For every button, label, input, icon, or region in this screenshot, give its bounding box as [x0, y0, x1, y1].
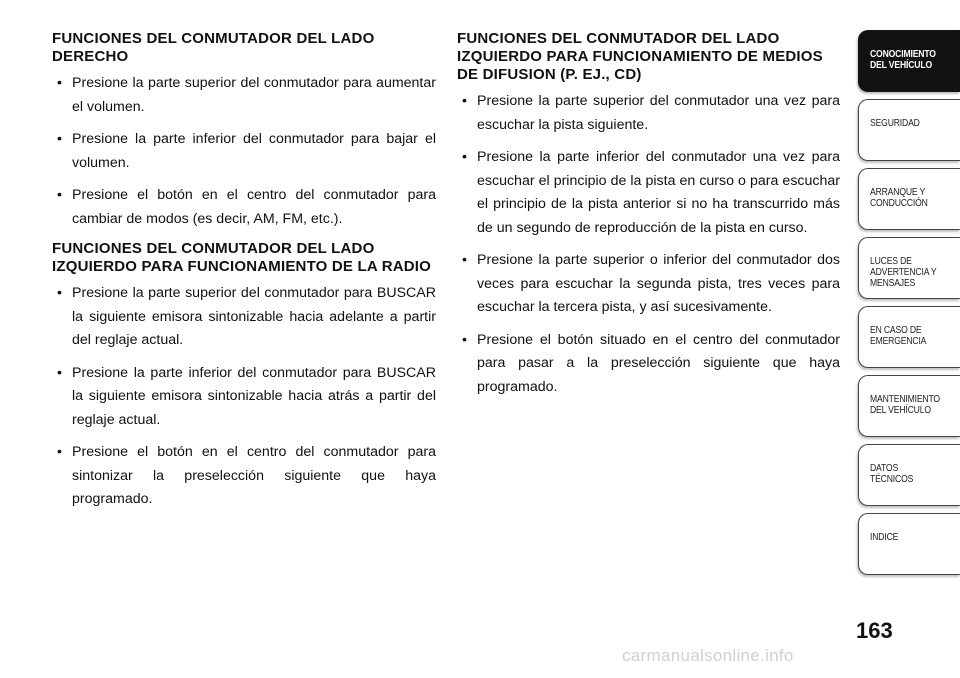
chapter-tabs — [858, 30, 960, 582]
list-item: • Presione la parte inferior del conmutador una vez para escuchar el principio de la pista en curso o para escuchar el principio de la pista anterior si no ha transcurrido más de un segundo de reproducción de la pista en curso. — [457, 146, 840, 240]
list-item: • Presione la parte superior del conmutador para aumentar el volumen. — [52, 72, 436, 119]
tab-en-caso-de-emergencia[interactable] — [858, 306, 960, 368]
list-item: • Presione la parte superior o inferior del conmutador dos veces para escuchar la segunda pista, tres veces para escuchar la tercera pista, y así sucesivamente. — [457, 249, 840, 320]
list-item: • Presione el botón situado en el centro del conmutador para pasar a la preselección siguiente que haya programado. — [457, 329, 840, 400]
left-column — [52, 30, 436, 521]
tab-mantenimiento[interactable] — [858, 375, 960, 437]
tab-arranque-y-conduccion[interactable] — [858, 168, 960, 230]
list-item: • Presione la parte inferior del conmutador para bajar el volumen. — [52, 128, 436, 175]
tab-label: INDICE — [870, 531, 899, 543]
tab-indice[interactable] — [858, 513, 960, 575]
tab-luces-de-advertencia[interactable] — [858, 237, 960, 299]
left-switch-radio-bullets — [52, 282, 436, 512]
tab-label: LUCES DE ADVERTENCIA Y MENSAJES — [870, 255, 937, 289]
list-item: • Presione el botón en el centro del conmutador para sintonizar la preselección siguiente que haya programado. — [52, 441, 436, 512]
tab-label: MANTENIMIENTO DEL VEHÍCULO — [870, 393, 940, 416]
tab-seguridad[interactable] — [858, 99, 960, 161]
page-number: 163 — [856, 618, 893, 643]
list-item: • Presione la parte superior del conmutador para BUSCAR la siguiente emisora sintonizable hacia adelante a partir del reglaje actual. — [52, 282, 436, 353]
list-item: • Presione la parte inferior del conmutador para BUSCAR la siguiente emisora sintonizable hacia atrás a partir del reglaje actual. — [52, 362, 436, 433]
tab-datos-tecnicos[interactable] — [858, 444, 960, 506]
list-item: • Presione la parte superior del conmutador una vez para escuchar la pista siguiente. — [457, 90, 840, 137]
tab-conocimiento-del-vehiculo[interactable] — [858, 30, 960, 92]
right-switch-bullets — [52, 72, 436, 231]
right-column — [457, 30, 840, 408]
tab-label: SEGURIDAD — [870, 117, 920, 129]
tab-label: DATOS TÉCNICOS — [870, 462, 914, 485]
list-item: • Presione el botón en el centro del conmutador para cambiar de modos (es decir, AM, FM, etc.). — [52, 184, 436, 231]
section-heading-left-switch-media: FUNCIONES DEL CONMUTADOR DEL LADO IZQUIERDO PARA FUNCIONAMIENTO DE MEDIOS DE DIFUSION (P. EJ., CD) — [457, 30, 823, 83]
tab-label: CONOCIMIENTO DEL VEHÍCULO — [870, 48, 936, 71]
watermark: carmanualsonline.info — [622, 646, 794, 665]
section-heading-right-switch: FUNCIONES DEL CONMUTADOR DEL LADO DERECHO — [52, 30, 375, 65]
tab-label: ARRANQUE Y CONDUCCIÓN — [870, 186, 928, 209]
left-switch-media-bullets — [457, 90, 840, 399]
tab-label: EN CASO DE EMERGENCIA — [870, 324, 927, 347]
section-heading-left-switch-radio: FUNCIONES DEL CONMUTADOR DEL LADO IZQUIERDO PARA FUNCIONAMIENTO DE LA RADIO — [52, 240, 432, 275]
